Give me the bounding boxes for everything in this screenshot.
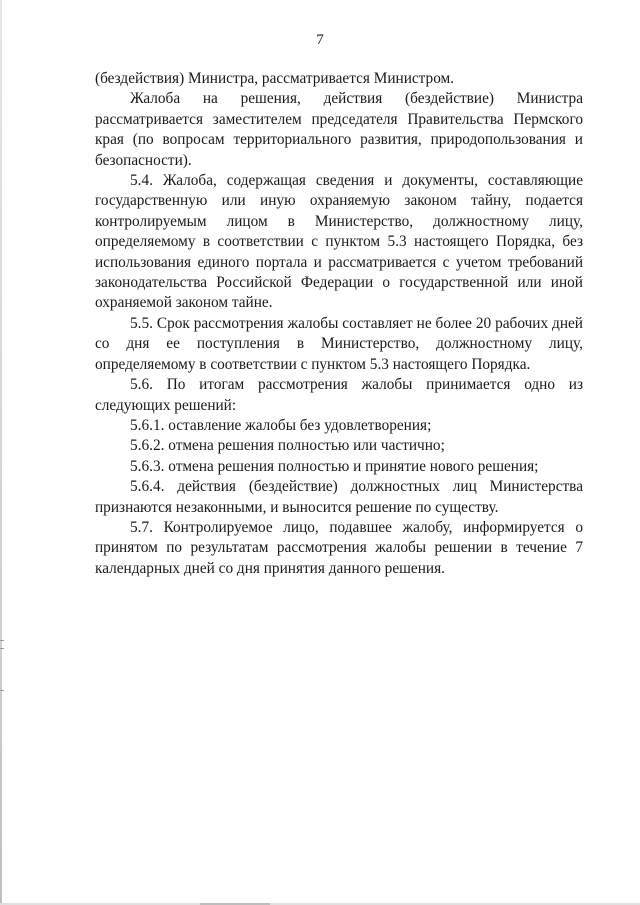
paragraph-5-6: 5.6. По итогам рассмотрения жалобы принимается одно из следующих решений: (95, 376, 583, 414)
scan-border-tick (0, 690, 4, 691)
paragraph-continuation: (бездействия) Министра, рассматривается Министром. (95, 70, 455, 87)
paragraph-5-5: 5.5. Срок рассмотрения жалобы составляет не более 20 рабочих дней со дня ее поступления в Министерство, должностному лицу, определяемому в соответствии с пунктом 5.3 настоящего Порядка. (95, 314, 583, 373)
page-number: 7 (316, 32, 324, 48)
scan-border-tick (0, 648, 4, 649)
paragraph-complaint-minister: Жалоба на решения, действия (бездействие) Министра рассматривается заместителем председателя Правительства Пермского края (по вопросам территориального развития, природопользования и безопасности). (95, 90, 583, 169)
scan-border-tick (0, 640, 4, 641)
paragraph-5-7: 5.7. Контролируемое лицо, подавшее жалобу, информируется о принятом по результатам рассмотрения жалобы решении в течение 7 календарных дней со дня принятия данного решения. (95, 518, 583, 577)
scan-left-border (0, 0, 2, 905)
paragraph-5-6-3: 5.6.3. отмена решения полностью и принятие нового решения; (130, 457, 539, 475)
document-body (95, 69, 583, 579)
paragraph-5-6-1: 5.6.1. оставление жалобы без удовлетворения; (130, 416, 432, 434)
paragraph-5-4: 5.4. Жалоба, содержащая сведения и документы, составляющие государственную или иную охраняемую законом тайну, подается контролируемым лицом в Министерство, должностному лицу, определяемому в соответствии с пунктом 5.3 настоящего Порядка, без использования единого портала и рассматривается с учетом требований законодательства Российской Федерации о государственной или иной охраняемой законом тайне. (95, 172, 583, 312)
paragraph-5-6-4: 5.6.4. действия (бездействие) должностных лиц Министерства признаются незаконными, и выносится решение по существу. (95, 478, 583, 516)
paragraph-5-6-2: 5.6.2. отмена решения полностью или частично; (130, 437, 445, 455)
